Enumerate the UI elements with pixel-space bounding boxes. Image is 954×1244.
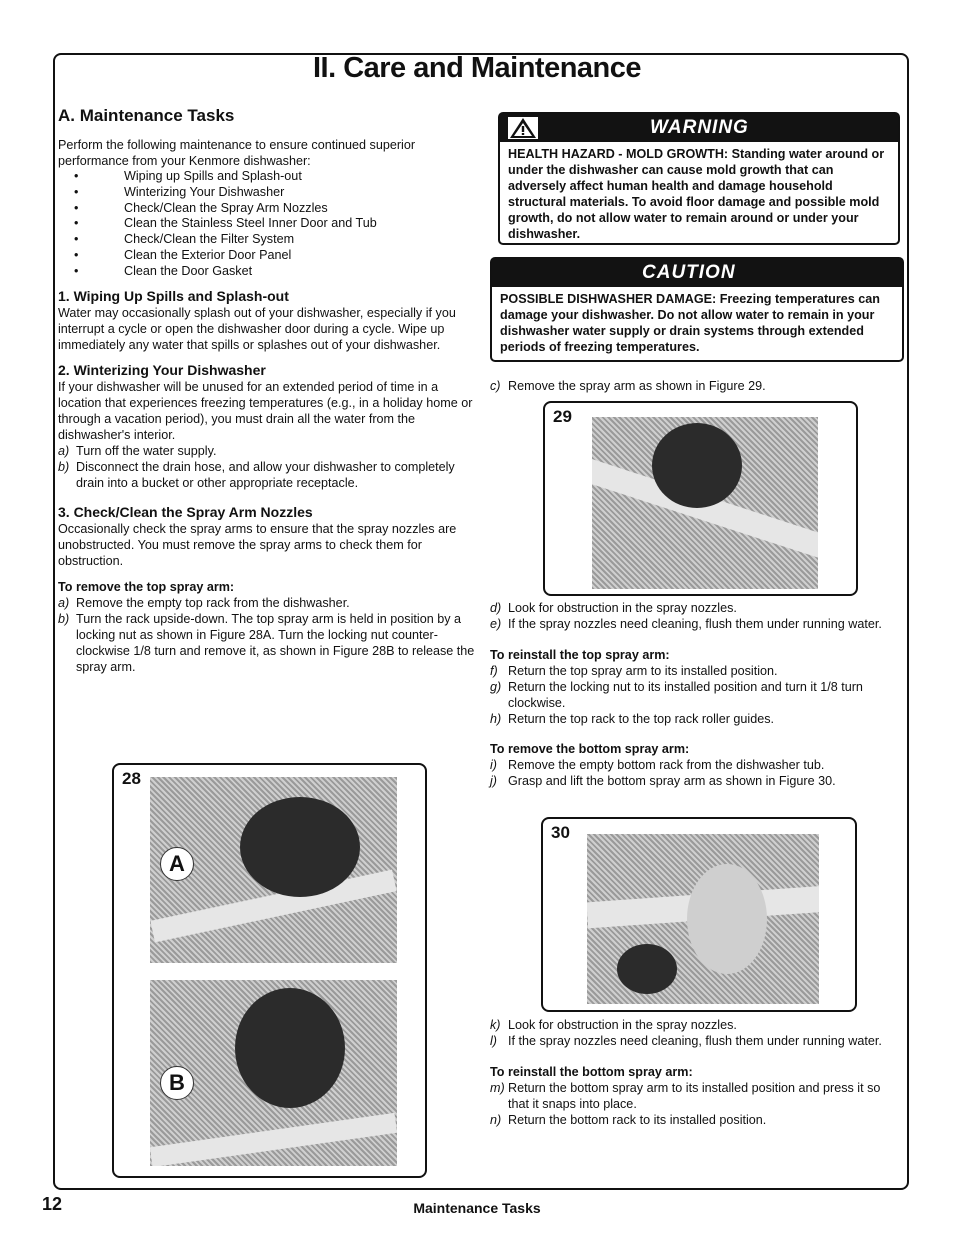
list-item: • Check/Clean the Filter System (58, 232, 478, 248)
figure-29 (543, 401, 858, 596)
figure-28a-photo (150, 777, 397, 963)
figure-label: A (160, 847, 194, 881)
caution-label: CAUTION (642, 262, 736, 283)
step-item: j) Grasp and lift the bottom spray arm as shown in Figure 30. (490, 774, 836, 788)
wiping-text: Water may occasionally splash out of your dishwasher, especially if you interrupt a cycle or open the dishwasher door during a cycle. Wipe up immediately any water that spills or splashes out of your dishwasher. (58, 305, 456, 352)
caution-text: POSSIBLE DISHWASHER DAMAGE: Freezing temperatures can damage your dishwasher. Do not allow water to remain in your dishwasher water supply or drain systems through extended periods of freezing temperatures. (500, 292, 880, 354)
figure-label: B (160, 1066, 194, 1100)
reinstall-top-heading: To reinstall the top spray arm: (490, 648, 670, 662)
step-item: l) If the spray nozzles need cleaning, flush them under running water. (490, 1034, 882, 1048)
step-item: h) Return the top rack to the top rack roller guides. (490, 712, 775, 726)
figure-30-photo (587, 834, 819, 1004)
remove-top-heading: To remove the top spray arm: (58, 579, 235, 594)
right-text-1 (490, 378, 904, 394)
caution-bar (492, 259, 902, 287)
remove-bottom-heading: To remove the bottom spray arm: (490, 742, 690, 756)
reinstall-bottom-heading: To reinstall the bottom spray arm: (490, 1065, 693, 1079)
intro-text: Perform the following maintenance to ensure continued superior performance from your Kenmore dishwasher: (58, 138, 416, 168)
warning-bar (500, 114, 898, 142)
step-item: f) Return the top spray arm to its installed position. (490, 664, 778, 678)
figure-number: 29 (553, 407, 572, 426)
winterizing-heading: 2. Winterizing Your Dishwasher (58, 361, 266, 378)
step-item: i) Remove the empty bottom rack from the dishwasher tub. (490, 758, 825, 772)
list-item: • Winterizing Your Dishwasher (58, 185, 478, 201)
right-text-2 (490, 600, 904, 789)
right-text-3 (490, 1017, 904, 1128)
step-item: c) Remove the spray arm as shown in Figure 29. (490, 379, 766, 393)
step-item: d) Look for obstruction in the spray nozzles. (490, 601, 737, 615)
winterizing-text: If your dishwasher will be unused for an extended period of time in a location that experiences freezing temperatures (e.g., in a holiday home or through a vacation period), you must drain all the water from the dishwasher's interior. (58, 379, 473, 442)
warning-text: HEALTH HAZARD - MOLD GROWTH: Standing water around or under the dishwasher can cause mold growth that can adversely affect human health and damage household structural materials. To avoid floor damage and possible mold growth, do not allow water to remain around or under your dishwasher. (508, 147, 885, 241)
step-item: e) If the spray nozzles need cleaning, flush them under running water. (490, 617, 882, 631)
figure-28 (112, 763, 427, 1178)
caution-box (490, 257, 904, 362)
step-item: m) Return the bottom spray arm to its installed position and press it so that it snaps into place. (490, 1081, 881, 1111)
list-item: • Clean the Exterior Door Panel (58, 248, 478, 264)
step-item: a) Remove the empty top rack from the dishwasher. (58, 595, 350, 610)
step-item: b) Turn the rack upside-down. The top spray arm is held in position by a locking nut as shown in Figure 28A. Turn the locking nut counter-clockwise 1/8 turn and remove it, as shown in Figure 28B to release the spray arm. (58, 611, 475, 674)
list-item: • Wiping up Spills and Splash-out (58, 169, 478, 185)
list-item: • Clean the Stainless Steel Inner Door and Tub (58, 216, 478, 232)
nozzles-text: Occasionally check the spray arms to ensure that the spray nozzles are unobstructed. You must remove the spray arms to check them for obstruction. (58, 521, 457, 568)
warning-box (498, 112, 900, 245)
figure-28b-photo (150, 980, 397, 1166)
list-item: • Check/Clean the Spray Arm Nozzles (58, 201, 478, 217)
task-list (58, 169, 478, 280)
step-item: b) Disconnect the drain hose, and allow your dishwasher to completely drain into a bucket or other appropriate receptacle. (58, 459, 455, 490)
step-item: g) Return the locking nut to its installed position and turn it 1/8 turn clockwise. (490, 680, 863, 710)
list-item: • Clean the Door Gasket (58, 264, 478, 280)
step-item: a) Turn off the water supply. (58, 443, 217, 458)
warning-triangle-icon (508, 117, 538, 139)
page-number: 12 (42, 1194, 63, 1214)
left-column (58, 106, 478, 675)
wiping-heading: 1. Wiping Up Spills and Splash-out (58, 287, 289, 304)
figure-number: 30 (551, 823, 570, 842)
step-item: n) Return the bottom rack to its installed position. (490, 1113, 767, 1127)
section-title: A. Maintenance Tasks (58, 106, 235, 125)
nozzles-heading: 3. Check/Clean the Spray Arm Nozzles (58, 503, 313, 520)
figure-30 (541, 817, 857, 1012)
figure-29-photo (592, 417, 818, 589)
step-item: k) Look for obstruction in the spray nozzles. (490, 1018, 737, 1032)
warning-label: WARNING (650, 117, 749, 138)
page-title: II. Care and Maintenance (312, 52, 642, 84)
figure-number: 28 (122, 769, 141, 788)
footer-label: Maintenance Tasks (413, 1200, 541, 1216)
